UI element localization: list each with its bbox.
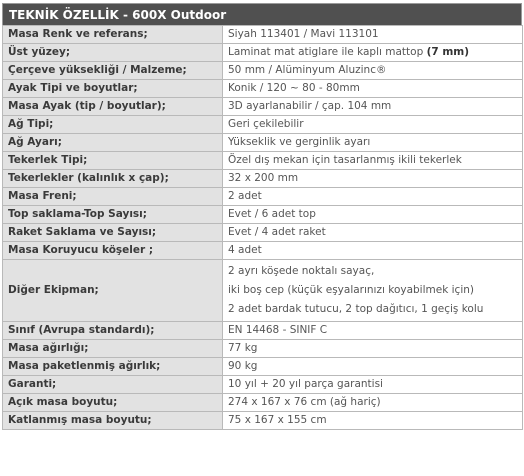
spec-value: Geri çekilebilir xyxy=(223,116,523,134)
spec-label: Raket Saklama ve Sayısı; xyxy=(3,224,223,242)
spec-value: Özel dış mekan için tasarlanmış ikili tekerlek xyxy=(223,152,523,170)
spec-row-frame xyxy=(3,62,523,80)
spec-label: Tekerlekler (kalınlık x çap); xyxy=(3,170,223,188)
spec-value: 10 yıl + 20 yıl parça garantisi xyxy=(223,376,523,394)
spec-value: 50 mm / Alüminyum Aluzinc® xyxy=(223,62,523,80)
spec-value-line: iki boş cep (küçük eşyalarınızı koyabilmek için) xyxy=(228,284,474,296)
spec-row-ball-storage xyxy=(3,206,523,224)
spec-label: Masa paketlenmiş ağırlık; xyxy=(3,358,223,376)
spec-label: Masa Renk ve referans; xyxy=(3,26,223,44)
spec-label: Masa Koruyucu köşeler ; xyxy=(3,242,223,260)
spec-value: 77 kg xyxy=(223,340,523,358)
spec-row-warranty xyxy=(3,376,523,394)
spec-label: Katlanmış masa boyutu; xyxy=(3,412,223,430)
spec-value: 90 kg xyxy=(223,358,523,376)
spec-label: Ağ Tipi; xyxy=(3,116,223,134)
spec-label: Masa Ayak (tip / boyutlar); xyxy=(3,98,223,116)
spec-table-container xyxy=(2,3,522,430)
spec-value: 3D ayarlanabilir / çap. 104 mm xyxy=(223,98,523,116)
spec-value-text: Laminat mat atiglare ile kaplı mattop xyxy=(228,46,427,58)
spec-value: Konik / 120 ~ 80 - 80mm xyxy=(223,80,523,98)
spec-label: Garanti; xyxy=(3,376,223,394)
spec-value: Yükseklik ve gerginlik ayarı xyxy=(223,134,523,152)
spec-label: Açık masa boyutu; xyxy=(3,394,223,412)
spec-row-net-type xyxy=(3,116,523,134)
spec-row-weight xyxy=(3,340,523,358)
spec-row-other-equipment xyxy=(3,260,523,322)
spec-value: 75 x 167 x 155 cm xyxy=(223,412,523,430)
spec-row-packed-weight xyxy=(3,358,523,376)
spec-value: 32 x 200 mm xyxy=(223,170,523,188)
spec-row-open-size xyxy=(3,394,523,412)
spec-row-top-surface xyxy=(3,44,523,62)
spec-value: Evet / 6 adet top xyxy=(223,206,523,224)
spec-row-brake xyxy=(3,188,523,206)
spec-row-net-adjust xyxy=(3,134,523,152)
spec-label: Sınıf (Avrupa standardı); xyxy=(3,322,223,340)
spec-label: Tekerlek Tipi; xyxy=(3,152,223,170)
spec-row-folded-size xyxy=(3,412,523,430)
spec-label: Top saklama-Top Sayısı; xyxy=(3,206,223,224)
spec-label: Üst yüzey; xyxy=(3,44,223,62)
spec-row-wheels xyxy=(3,170,523,188)
spec-value: 274 x 167 x 76 cm (ağ hariç) xyxy=(223,394,523,412)
spec-table xyxy=(2,25,523,430)
spec-row-leg-type xyxy=(3,80,523,98)
spec-label: Diğer Ekipman; xyxy=(3,260,223,322)
spec-row-table-foot xyxy=(3,98,523,116)
spec-value: 2 adet xyxy=(223,188,523,206)
spec-row-racket-storage xyxy=(3,224,523,242)
spec-value-line: 2 adet bardak tutucu, 2 top dağıtıcı, 1 geçiş kolu xyxy=(228,303,484,315)
spec-value xyxy=(223,44,523,62)
spec-label: Çerçeve yüksekliği / Malzeme; xyxy=(3,62,223,80)
spec-label: Masa Freni; xyxy=(3,188,223,206)
spec-value-line: 2 ayrı köşede noktalı sayaç, xyxy=(228,265,375,277)
spec-value: 4 adet xyxy=(223,242,523,260)
spec-row-class xyxy=(3,322,523,340)
spec-row-color-reference xyxy=(3,26,523,44)
spec-value: Evet / 4 adet raket xyxy=(223,224,523,242)
spec-label: Ağ Ayarı; xyxy=(3,134,223,152)
spec-value xyxy=(223,260,523,322)
spec-label: Ayak Tipi ve boyutlar; xyxy=(3,80,223,98)
spec-row-wheel-type xyxy=(3,152,523,170)
spec-row-corner-protectors xyxy=(3,242,523,260)
spec-title: TEKNİK ÖZELLİK - 600X Outdoor xyxy=(2,3,522,25)
spec-value: Siyah 113401 / Mavi 113101 xyxy=(223,26,523,44)
spec-value: EN 14468 - SINIF C xyxy=(223,322,523,340)
spec-value-emphasis: (7 mm) xyxy=(426,46,470,58)
spec-label: Masa ağırlığı; xyxy=(3,340,223,358)
